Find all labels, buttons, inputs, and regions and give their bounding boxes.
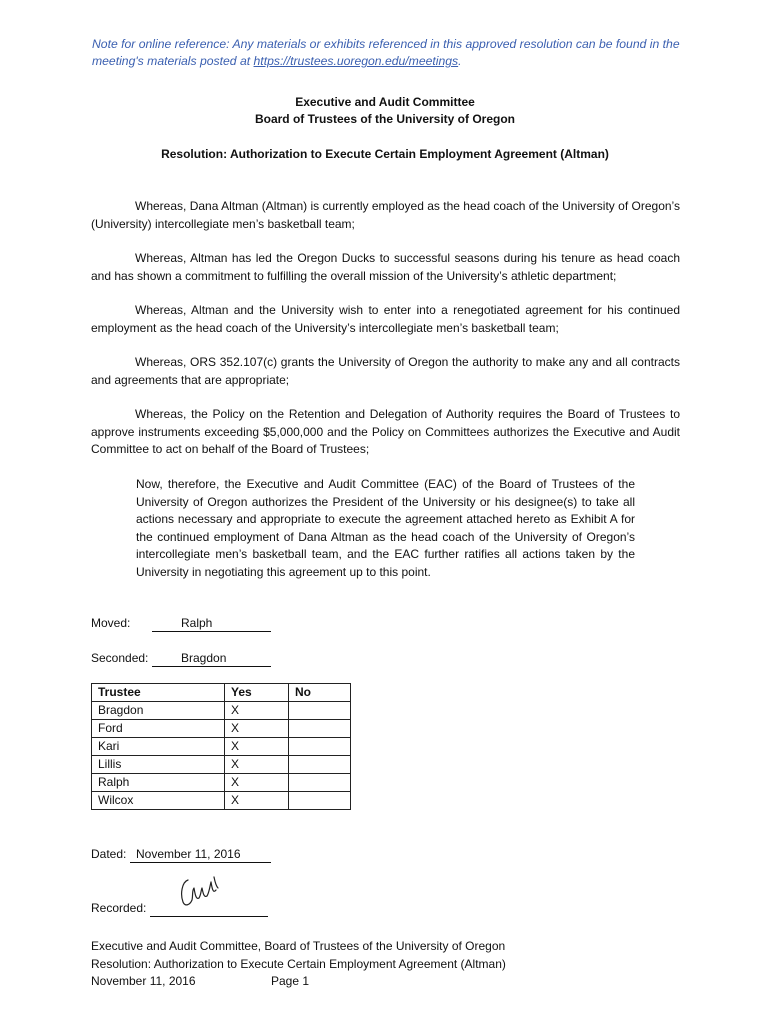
vote-row	[92, 720, 351, 738]
vote-yes: X	[225, 756, 289, 774]
dated-value: November 11, 2016	[136, 847, 241, 861]
trustee-name: Ralph	[92, 774, 225, 792]
vote-no	[289, 756, 351, 774]
vote-no	[289, 738, 351, 756]
vote-table	[91, 683, 351, 810]
vote-row	[92, 702, 351, 720]
vote-row	[92, 738, 351, 756]
page-number: Page 1	[271, 974, 310, 988]
moved-label: Moved:	[91, 616, 131, 630]
seconded-value-line	[152, 650, 271, 667]
whereas-paragraph: Whereas, Altman has led the Oregon Ducks to successful seasons during his tenure as head coach and has shown a commitment to fulfilling the overall mission of the University’s athletic department;	[91, 251, 680, 283]
recorded-label: Recorded:	[91, 901, 147, 915]
dated-value-line	[130, 846, 271, 863]
vote-row	[92, 792, 351, 810]
vote-yes: X	[225, 738, 289, 756]
meetings-link[interactable]: https://trustees.uoregon.edu/meetings	[253, 54, 459, 68]
footer-line-2: Resolution: Authorization to Execute Certain Employment Agreement (Altman)	[91, 956, 506, 971]
trustee-name: Bragdon	[92, 702, 225, 720]
moved-value-line	[152, 615, 271, 632]
moved-row	[91, 615, 213, 631]
footer-line-1: Executive and Audit Committee, Board of Trustees of the University of Oregon	[91, 939, 506, 953]
header-yes: Yes	[225, 684, 289, 702]
dated-row	[91, 846, 241, 862]
vote-no	[289, 792, 351, 810]
note-end: .	[458, 54, 462, 68]
vote-row	[92, 774, 351, 792]
recorded-signature-line	[150, 900, 268, 917]
header-trustee: Trustee	[92, 684, 225, 702]
header-no: No	[289, 684, 351, 702]
dated-label: Dated:	[91, 847, 127, 861]
vote-no	[289, 702, 351, 720]
vote-no	[289, 720, 351, 738]
footer-line-3	[91, 973, 506, 991]
whereas-paragraph: Whereas, Dana Altman (Altman) is currently employed as the head coach of the University of Oregon’s (University) intercollegiate men’s basketball team;	[91, 199, 680, 231]
whereas-paragraph: Whereas, Altman and the University wish to enter into a renegotiated agreement for his continued employment as the head coach of the University’s intercollegiate men’s basketball team;	[91, 303, 680, 335]
trustee-name: Wilcox	[92, 792, 225, 810]
trustee-name: Kari	[92, 738, 225, 756]
moved-value: Ralph	[181, 616, 213, 630]
resolved-paragraph: Now, therefore, the Executive and Audit Committee (EAC) of the Board of Trustees of the University of Oregon authorizes the President of the University or his designee(s) to take all actions necessary and appropriate to execute the agreement attached hereto as Exhibit A for the continued employment of Dana Altman as the head coach of the University of Oregon’s intercollegiate men’s basketball team, and the EAC further ratifies all actions taken by the University in negotiating this agreement up to this point.	[136, 477, 635, 579]
seconded-label: Seconded:	[91, 651, 149, 665]
footer-date: November 11, 2016	[91, 974, 196, 988]
board-heading: Board of Trustees of the University of Oregon	[254, 112, 516, 126]
vote-yes: X	[225, 774, 289, 792]
committee-heading: Executive and Audit Committee	[295, 95, 475, 109]
vote-yes: X	[225, 792, 289, 810]
seconded-value: Bragdon	[181, 651, 227, 665]
seconded-row	[91, 650, 227, 666]
recorded-row	[91, 900, 146, 916]
whereas-paragraph: Whereas, the Policy on the Retention and Delegation of Authority requires the Board of Trustees to approve instruments exceeding $5,000,000 and the Policy on Committees authorizes the Executive and Audit Committee to act on behalf of the Board of Trustees;	[91, 407, 680, 456]
vote-no	[289, 774, 351, 792]
online-reference-note	[92, 36, 702, 70]
resolution-title: Resolution: Authorization to Execute Certain Employment Agreement (Altman)	[161, 147, 609, 161]
note-text: Note for online reference: Any materials or exhibits referenced in this approved resolution can be found in the meeting's materials posted at	[92, 37, 680, 68]
vote-yes: X	[225, 702, 289, 720]
whereas-paragraph: Whereas, ORS 352.107(c) grants the University of Oregon the authority to make any and all contracts and agreements that are appropriate;	[91, 355, 680, 387]
vote-table-header	[92, 684, 351, 702]
trustee-name: Lillis	[92, 756, 225, 774]
vote-row	[92, 756, 351, 774]
vote-yes: X	[225, 720, 289, 738]
page-footer	[91, 938, 506, 991]
trustee-name: Ford	[92, 720, 225, 738]
